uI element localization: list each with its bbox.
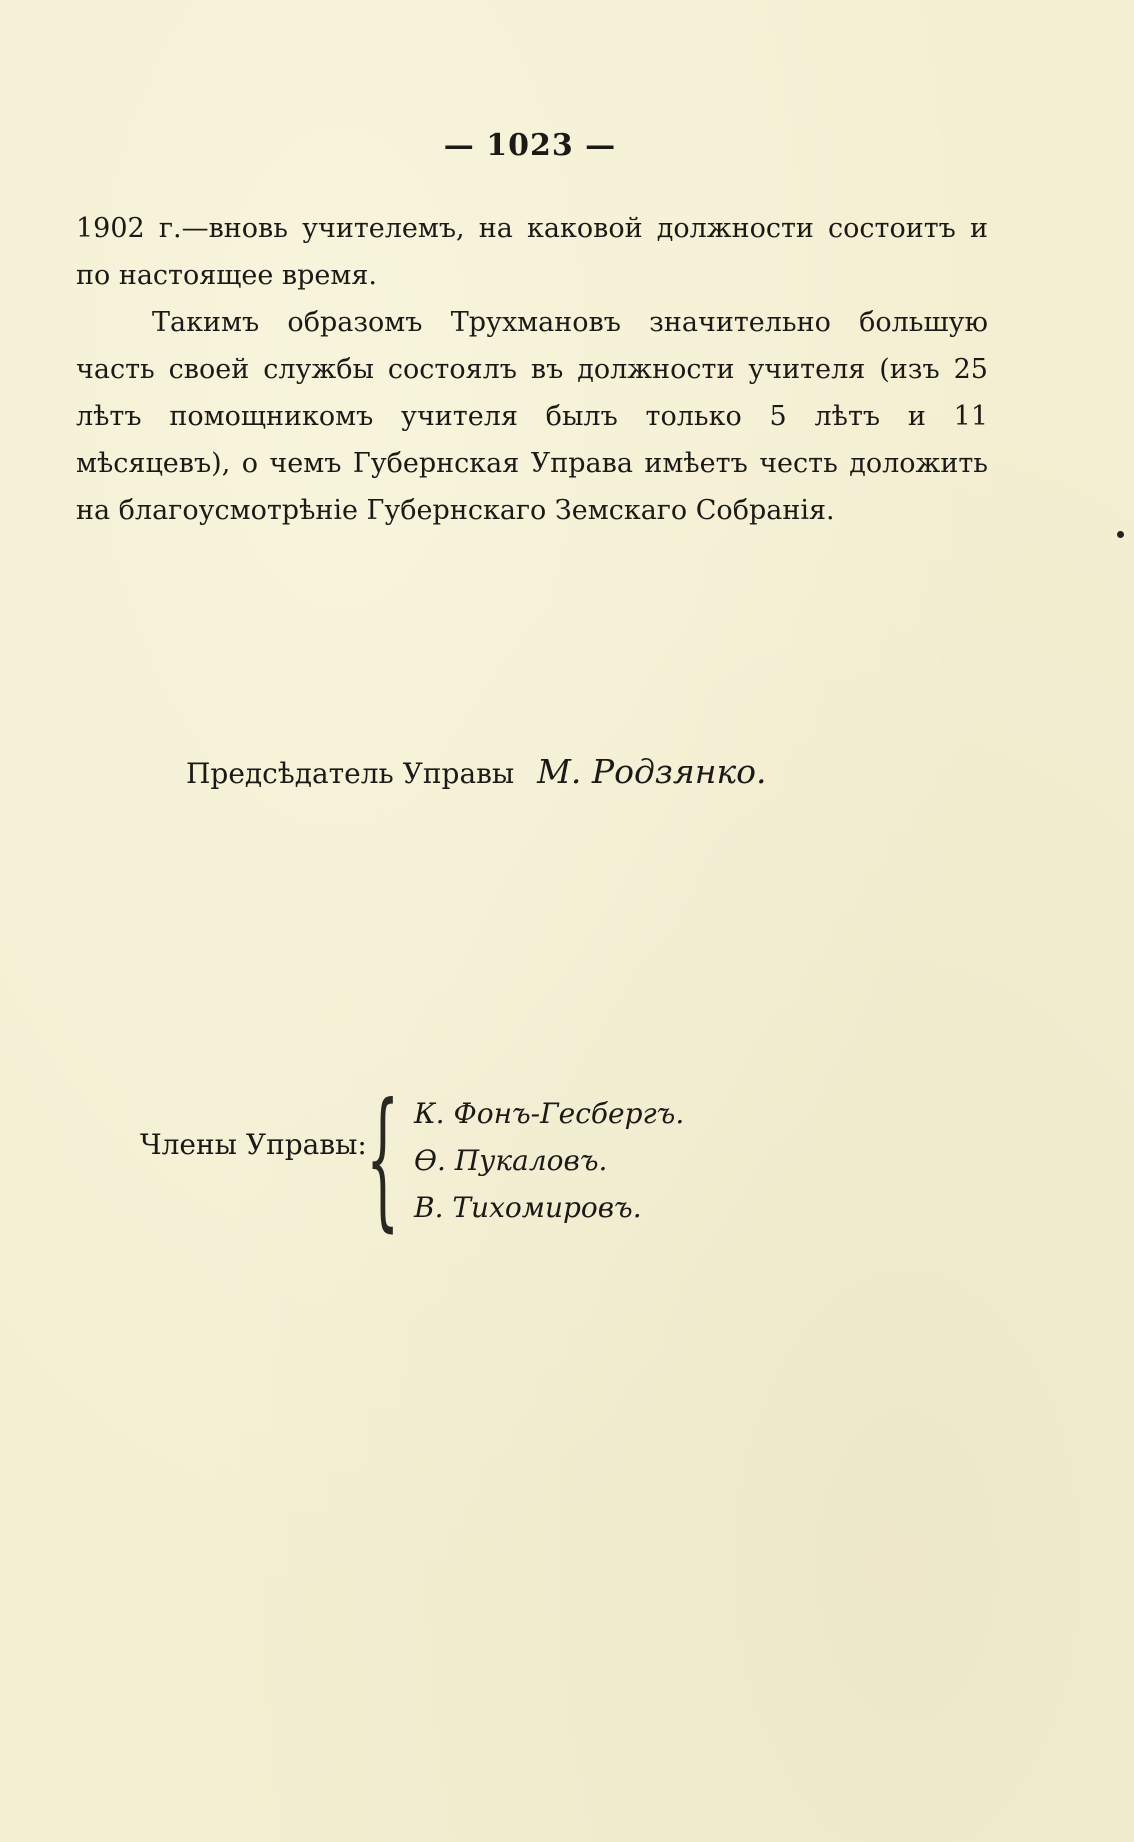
chairman-name: М. Родзянко. [537,752,767,791]
member-name: К. Фонъ-Гесбергъ. [414,1097,685,1130]
ink-speck [1117,531,1124,538]
members-label: Члены Управы: [140,1128,367,1161]
paragraph-continuation: 1902 г.—вновь учителемъ, на каковой должности состоитъ и по настоящее время. [76,213,988,291]
chairman-signature-line [186,752,767,791]
member-name: В. Тихомировъ. [414,1191,642,1224]
chairman-title: Предсѣдатель Управы [186,757,515,790]
page-number: — 1023 — [443,128,617,163]
body-text [76,205,988,534]
paragraph-main: Такимъ образомъ Трухмановъ значительно большую часть своей службы состоялъ въ должности учителя (изъ 25 лѣтъ помощникомъ учителя былъ только 5 лѣтъ и 11 мѣсяцевъ), о чемъ Губернская Управа имѣетъ честь доложить на благоусмотрѣніе Губернскаго Земскаго Собранія. [76,307,988,526]
members-list [414,1090,684,1231]
member-name: Ѳ. Пукаловъ. [414,1144,608,1177]
curly-brace-icon: { [366,1072,400,1246]
